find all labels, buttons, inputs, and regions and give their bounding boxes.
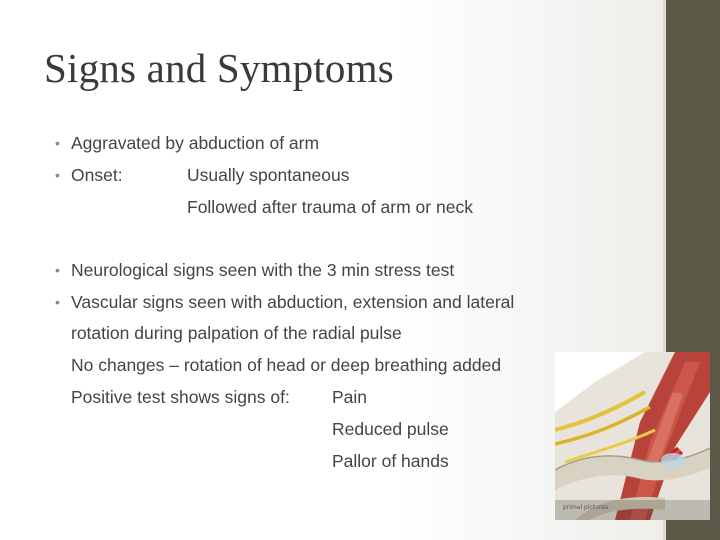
sign-item: Pallor of hands xyxy=(332,451,449,471)
image-caption: primal pictures xyxy=(563,504,609,511)
continuation-text: No changes – rotation of head or deep breathing added xyxy=(71,355,502,375)
bullet-text: Neurological signs seen with the 3 min stress test xyxy=(71,260,455,280)
bullet-marker: • xyxy=(55,167,60,183)
bullet-text: Usually spontaneous xyxy=(187,165,350,185)
sign-item: Pain xyxy=(332,387,368,407)
bullet-marker: • xyxy=(55,135,60,151)
bullet-text: Vascular signs seen with abduction, extension and lateral xyxy=(71,292,515,312)
bullet-marker: • xyxy=(55,262,60,278)
sign-item: Reduced pulse xyxy=(332,419,449,439)
bullet-marker: • xyxy=(55,294,60,310)
continuation-text: Positive test shows signs of: xyxy=(71,387,290,407)
anatomy-illustration-icon xyxy=(555,352,710,520)
bullet-text: Aggravated by abduction of arm xyxy=(71,133,320,153)
continuation-text: rotation during palpation of the radial pulse xyxy=(71,323,402,343)
continuation-text: Followed after trauma of arm or neck xyxy=(187,197,473,217)
slide-title: Signs and Symptoms xyxy=(44,45,394,91)
bullet-label: Onset: xyxy=(71,165,123,185)
